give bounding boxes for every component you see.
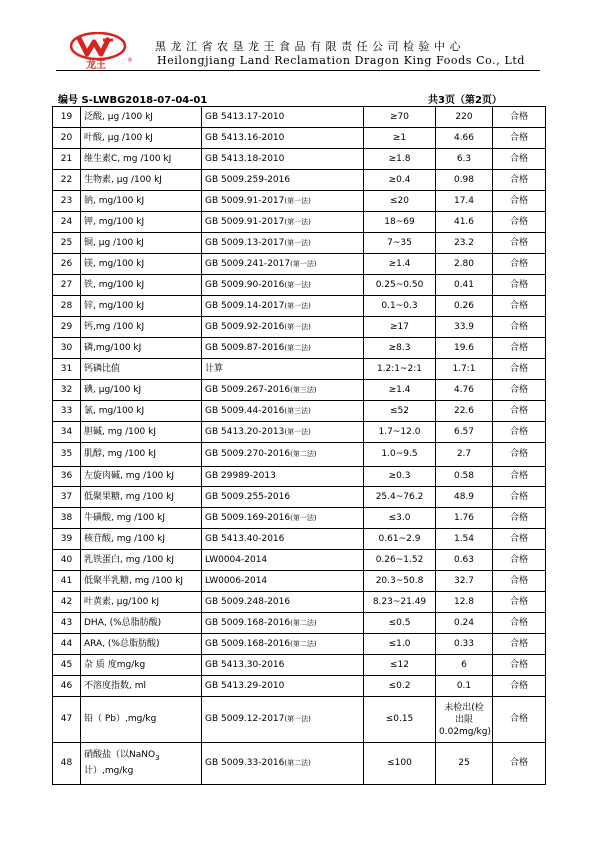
- standard-requirement: ≥1.4: [364, 380, 436, 401]
- row-number: 47: [53, 697, 81, 743]
- row-number: 29: [53, 317, 81, 338]
- row-number: 26: [53, 254, 81, 275]
- verdict: 合格: [493, 149, 546, 170]
- test-item: 铅（ Pb）,mg/kg: [81, 697, 202, 743]
- test-item: 钙磷比值: [81, 359, 202, 380]
- table-row: [53, 107, 546, 128]
- standard-requirement: 1.2:1~2:1: [364, 359, 436, 380]
- test-method: [202, 676, 364, 697]
- method-standard: GB 5009.90-2016: [205, 279, 285, 290]
- company-logo: [70, 32, 134, 70]
- test-method: [202, 359, 364, 380]
- verdict: 合格: [493, 233, 546, 254]
- row-number: 22: [53, 170, 81, 191]
- method-standard: GB 5413.40-2016: [205, 533, 285, 544]
- table-row: [53, 128, 546, 149]
- report-header: [0, 0, 596, 80]
- row-number: 34: [53, 422, 81, 443]
- test-item: 生物素, μg /100 kJ: [81, 170, 202, 191]
- row-number: 44: [53, 634, 81, 655]
- standard-requirement: 7~35: [364, 233, 436, 254]
- test-result: 19.6: [436, 338, 493, 359]
- table-row: [53, 233, 546, 254]
- method-standard: 计算: [205, 363, 224, 374]
- standard-requirement: 25.4~76.2: [364, 487, 436, 508]
- method-standard: GB 5009.13-2017: [205, 237, 285, 248]
- test-result: 4.66: [436, 128, 493, 149]
- test-method: [202, 655, 364, 676]
- test-item: 乳铁蛋白, mg /100 kJ: [81, 550, 202, 571]
- test-item: 核苷酸, mg /100 kJ: [81, 529, 202, 550]
- test-method: [202, 317, 364, 338]
- verdict: 合格: [493, 529, 546, 550]
- test-result: 0.26: [436, 296, 493, 317]
- table-row: [53, 743, 546, 785]
- table-row: [53, 380, 546, 401]
- test-item: 叶酸, μg /100 kJ: [81, 128, 202, 149]
- table-row: [53, 212, 546, 233]
- row-number: 33: [53, 401, 81, 422]
- test-item: 胆碱, mg /100 kJ: [81, 422, 202, 443]
- method-note: (第一法): [290, 513, 317, 522]
- test-result: 0.33: [436, 634, 493, 655]
- test-item: 锌, mg/100 kJ: [81, 296, 202, 317]
- table-row: [53, 170, 546, 191]
- test-item: ARA, (%总脂肪酸): [81, 634, 202, 655]
- standard-requirement: ≥17: [364, 317, 436, 338]
- test-result: 25: [436, 743, 493, 785]
- company-name-chinese: 黑龙江省农垦龙王食品有限责任公司检验中心: [155, 40, 465, 53]
- test-result: 1.54: [436, 529, 493, 550]
- test-result: 6.57: [436, 422, 493, 443]
- test-item: 铜, μg /100 kJ: [81, 233, 202, 254]
- method-standard: GB 5009.270-2016: [205, 449, 291, 459]
- verdict: 合格: [493, 676, 546, 697]
- test-method: [202, 467, 364, 487]
- row-number: 40: [53, 550, 81, 571]
- test-item: 杂 质 度mg/kg: [81, 655, 202, 676]
- row-number: 37: [53, 487, 81, 508]
- row-number: 30: [53, 338, 81, 359]
- row-number: 45: [53, 655, 81, 676]
- row-number: 19: [53, 107, 81, 128]
- standard-requirement: 0.1~0.3: [364, 296, 436, 317]
- item-text: 硝酸盐（以NaNO: [84, 750, 156, 761]
- standard-requirement: ≤0.2: [364, 676, 436, 697]
- row-number: 27: [53, 275, 81, 296]
- standard-requirement: 1.0~9.5: [364, 443, 436, 467]
- method-note: (第一法): [284, 301, 311, 310]
- method-standard: GB 5009.259-2016: [205, 174, 291, 185]
- test-method: [202, 149, 364, 170]
- verdict: 合格: [493, 592, 546, 613]
- test-item: 低聚半乳糖, mg /100 kJ: [81, 571, 202, 592]
- test-result: 2.80: [436, 254, 493, 275]
- verdict: 合格: [493, 634, 546, 655]
- standard-requirement: ≥0.4: [364, 170, 436, 191]
- verdict: 合格: [493, 380, 546, 401]
- row-number: 48: [53, 743, 81, 785]
- test-item: 镁, mg/100 kJ: [81, 254, 202, 275]
- test-item: 牛磺酸, mg /100 kJ: [81, 508, 202, 529]
- test-result: 0.24: [436, 613, 493, 634]
- verdict: 合格: [493, 212, 546, 233]
- method-note: (第一法): [284, 217, 311, 226]
- verdict: 合格: [493, 296, 546, 317]
- table-row: [53, 191, 546, 212]
- logo-registered-mark: ®: [127, 57, 133, 64]
- method-standard: GB 5413.17-2010: [205, 111, 285, 122]
- table-row: [53, 571, 546, 592]
- page-indicator: 共3页（第2页）: [428, 95, 502, 106]
- header-divider: [56, 70, 540, 71]
- row-number: 39: [53, 529, 81, 550]
- test-item: 磷,mg/100 kJ: [81, 338, 202, 359]
- table-row: [53, 508, 546, 529]
- row-number: 41: [53, 571, 81, 592]
- table-row: [53, 338, 546, 359]
- test-method: [202, 401, 364, 422]
- table-row: [53, 697, 546, 743]
- method-standard: GB 5009.255-2016: [205, 491, 291, 502]
- document-number: 编号 S-LWBG2018-07-04-01: [58, 95, 208, 106]
- table-row: [53, 613, 546, 634]
- standard-requirement: ≥1.4: [364, 254, 436, 275]
- standard-requirement: ≤52: [364, 401, 436, 422]
- test-result: 0.58: [436, 467, 493, 487]
- test-result: 2.7: [436, 443, 493, 467]
- row-number: 35: [53, 443, 81, 467]
- standard-requirement: ≥1: [364, 128, 436, 149]
- method-note: (第一法): [284, 427, 311, 436]
- test-method: [202, 571, 364, 592]
- test-result: 17.4: [436, 191, 493, 212]
- test-method: [202, 233, 364, 254]
- method-standard: GB 5009.87-2016: [205, 342, 285, 353]
- verdict: 合格: [493, 571, 546, 592]
- test-method: [202, 254, 364, 275]
- test-result: 220: [436, 107, 493, 128]
- row-number: 31: [53, 359, 81, 380]
- method-note: (第一法): [284, 280, 311, 289]
- test-result: 22.6: [436, 401, 493, 422]
- test-item: DHA, (%总脂肪酸): [81, 613, 202, 634]
- test-method: [202, 443, 364, 467]
- method-note: (第三法): [284, 406, 311, 415]
- test-result: 0.98: [436, 170, 493, 191]
- logo-text: 龙王: [86, 60, 106, 70]
- row-number: 21: [53, 149, 81, 170]
- verdict: 合格: [493, 743, 546, 785]
- method-standard: GB 5009.169-2016: [205, 512, 291, 523]
- item-text: 计）,mg/kg: [84, 765, 134, 776]
- standard-requirement: 8.23~21.49: [364, 592, 436, 613]
- row-number: 25: [53, 233, 81, 254]
- test-method: [202, 128, 364, 149]
- verdict: 合格: [493, 443, 546, 467]
- test-method: [202, 697, 364, 743]
- table-row: [53, 275, 546, 296]
- test-result: 6.3: [436, 149, 493, 170]
- test-method: [202, 613, 364, 634]
- row-number: 32: [53, 380, 81, 401]
- method-note: (第二法): [284, 343, 311, 352]
- test-method: [202, 212, 364, 233]
- test-method: [202, 422, 364, 443]
- method-standard: GB 5009.12-2017: [205, 714, 285, 724]
- method-standard: GB 5413.20-2013: [205, 426, 285, 437]
- test-item: 泛酸, μg /100 kJ: [81, 107, 202, 128]
- test-method: [202, 508, 364, 529]
- standard-requirement: ≤12: [364, 655, 436, 676]
- test-item: 氯, mg/100 kJ: [81, 401, 202, 422]
- test-result: 48.9: [436, 487, 493, 508]
- method-standard: GB 5413.29-2010: [205, 680, 285, 691]
- test-result: 6: [436, 655, 493, 676]
- test-method: [202, 275, 364, 296]
- verdict: 合格: [493, 401, 546, 422]
- method-standard: GB 5413.18-2010: [205, 153, 285, 164]
- test-result: 12.8: [436, 592, 493, 613]
- method-note: (第二法): [290, 639, 317, 648]
- test-method: [202, 380, 364, 401]
- method-standard: GB 5413.16-2010: [205, 132, 285, 143]
- method-standard: LW0006-2014: [205, 575, 268, 586]
- standard-requirement: 0.26~1.52: [364, 550, 436, 571]
- method-standard: GB 5009.168-2016: [205, 638, 291, 649]
- test-item: [81, 743, 202, 785]
- method-standard: LW0004-2014: [205, 554, 268, 565]
- test-method: [202, 170, 364, 191]
- test-result: 4.76: [436, 380, 493, 401]
- table-row: [53, 401, 546, 422]
- test-results-table: [52, 106, 546, 785]
- test-method: [202, 338, 364, 359]
- table-row: [53, 487, 546, 508]
- test-method: [202, 107, 364, 128]
- verdict: 合格: [493, 338, 546, 359]
- test-method: [202, 191, 364, 212]
- test-item: 碘, μg/100 kJ: [81, 380, 202, 401]
- test-method: [202, 634, 364, 655]
- verdict: 合格: [493, 508, 546, 529]
- table-row: [53, 676, 546, 697]
- row-number: 46: [53, 676, 81, 697]
- test-result: 0.63: [436, 550, 493, 571]
- method-note: (第二法): [290, 618, 317, 627]
- method-standard: GB 5413.30-2016: [205, 659, 285, 670]
- row-number: 36: [53, 467, 81, 487]
- verdict: 合格: [493, 467, 546, 487]
- result-line: 未检出(检: [444, 702, 484, 713]
- table-row: [53, 359, 546, 380]
- verdict: 合格: [493, 128, 546, 149]
- table-row: [53, 296, 546, 317]
- table-row: [53, 655, 546, 676]
- table-body: [53, 107, 546, 785]
- test-method: [202, 592, 364, 613]
- standard-requirement: ≤1.0: [364, 634, 436, 655]
- test-result: 0.1: [436, 676, 493, 697]
- method-standard: GB 5009.92-2016: [205, 321, 285, 332]
- verdict: 合格: [493, 170, 546, 191]
- test-item: 肌醇, mg /100 kJ: [81, 443, 202, 467]
- test-item: 左旋肉碱, mg /100 kJ: [81, 467, 202, 487]
- method-standard: GB 5009.14-2017: [205, 300, 285, 311]
- method-note: (第一法): [284, 322, 311, 331]
- standard-requirement: ≤20: [364, 191, 436, 212]
- test-item: 维生素C, mg /100 kJ: [81, 149, 202, 170]
- test-result: 1.7:1: [436, 359, 493, 380]
- test-result: [436, 697, 493, 743]
- test-item: 低聚果糖, mg /100 kJ: [81, 487, 202, 508]
- company-name-english: Heilongjiang Land Reclamation Dragon King Foods Co., Ltd: [157, 54, 526, 67]
- standard-requirement: ≥1.8: [364, 149, 436, 170]
- item-subscript: 3: [155, 753, 160, 762]
- table-row: [53, 422, 546, 443]
- standard-requirement: 0.61~2.9: [364, 529, 436, 550]
- test-item: 钙,mg /100 kJ: [81, 317, 202, 338]
- method-note: (第一法): [284, 196, 311, 205]
- row-number: 28: [53, 296, 81, 317]
- standard-requirement: ≤0.15: [364, 697, 436, 743]
- method-standard: GB 5009.91-2017: [205, 216, 285, 227]
- table-row: [53, 317, 546, 338]
- row-number: 38: [53, 508, 81, 529]
- table-row: [53, 634, 546, 655]
- row-number: 43: [53, 613, 81, 634]
- method-standard: GB 5009.267-2016: [205, 384, 291, 395]
- test-item: 铁, mg/100 kJ: [81, 275, 202, 296]
- method-standard: GB 5009.248-2016: [205, 596, 291, 607]
- method-note: (第二法): [290, 450, 317, 458]
- test-item: 叶黄素, μg/100 kJ: [81, 592, 202, 613]
- row-number: 42: [53, 592, 81, 613]
- test-result: 23.2: [436, 233, 493, 254]
- verdict: 合格: [493, 191, 546, 212]
- test-result: 1.76: [436, 508, 493, 529]
- method-note: (第三法): [290, 385, 317, 394]
- test-method: [202, 550, 364, 571]
- table-row: [53, 254, 546, 275]
- standard-requirement: ≤3.0: [364, 508, 436, 529]
- standard-requirement: 1.7~12.0: [364, 422, 436, 443]
- row-number: 24: [53, 212, 81, 233]
- method-standard: GB 5009.168-2016: [205, 617, 291, 628]
- verdict: 合格: [493, 275, 546, 296]
- table-row: [53, 467, 546, 487]
- test-method: [202, 487, 364, 508]
- method-standard: GB 5009.44-2016: [205, 405, 285, 416]
- test-item: 不溶度指数, ml: [81, 676, 202, 697]
- verdict: 合格: [493, 613, 546, 634]
- method-standard: GB 5009.33-2016: [205, 758, 285, 768]
- standard-requirement: ≥8.3: [364, 338, 436, 359]
- verdict: 合格: [493, 317, 546, 338]
- standard-requirement: 20.3~50.8: [364, 571, 436, 592]
- test-result: 0.41: [436, 275, 493, 296]
- standard-requirement: 0.25~0.50: [364, 275, 436, 296]
- test-result: 41.6: [436, 212, 493, 233]
- table-row: [53, 443, 546, 467]
- table-row: [53, 592, 546, 613]
- verdict: 合格: [493, 487, 546, 508]
- test-method: [202, 296, 364, 317]
- row-number: 23: [53, 191, 81, 212]
- test-method: [202, 743, 364, 785]
- verdict: 合格: [493, 359, 546, 380]
- table-row: [53, 529, 546, 550]
- standard-requirement: ≥0.3: [364, 467, 436, 487]
- test-item: 钾, mg/100 kJ: [81, 212, 202, 233]
- standard-requirement: ≤100: [364, 743, 436, 785]
- verdict: 合格: [493, 550, 546, 571]
- method-note: (第一法): [284, 715, 311, 723]
- verdict: 合格: [493, 697, 546, 743]
- result-line: 0.02mg/kg): [439, 726, 491, 737]
- test-method: [202, 529, 364, 550]
- standard-requirement: ≤0.5: [364, 613, 436, 634]
- standard-requirement: 18~69: [364, 212, 436, 233]
- verdict: 合格: [493, 422, 546, 443]
- table-row: [53, 550, 546, 571]
- test-result: 32.7: [436, 571, 493, 592]
- verdict: 合格: [493, 655, 546, 676]
- row-number: 20: [53, 128, 81, 149]
- method-note: (第一法): [284, 238, 311, 247]
- table-row: [53, 149, 546, 170]
- standard-requirement: ≥70: [364, 107, 436, 128]
- method-standard: GB 5009.241-2017: [205, 258, 291, 269]
- result-line: 出限: [454, 714, 473, 725]
- verdict: 合格: [493, 254, 546, 275]
- method-note: (第二法): [284, 759, 311, 767]
- method-standard: GB 5009.91-2017: [205, 195, 285, 206]
- test-result: 33.9: [436, 317, 493, 338]
- test-item: 钠, mg/100 kJ: [81, 191, 202, 212]
- method-note: (第一法): [290, 259, 317, 268]
- method-standard: GB 29989-2013: [205, 471, 276, 481]
- verdict: 合格: [493, 107, 546, 128]
